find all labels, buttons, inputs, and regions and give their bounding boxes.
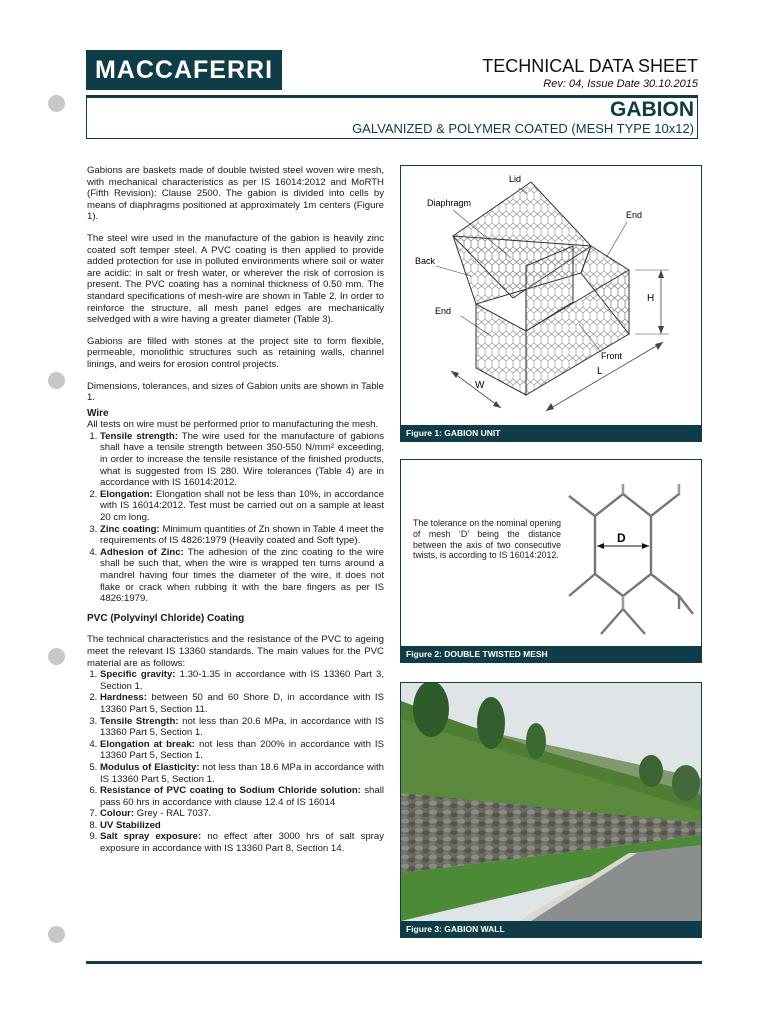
list-item: 3. Tensile Strength: not less than 20.6 MPa, in accordance with IS 13360 Part 5, Section 1. [100, 716, 384, 739]
binder-hole [48, 95, 65, 112]
list-item: 4. Adhesion of Zinc: The adhesion of the zinc coating to the wire shall be such that, when the wire is wrapped ten turns around a mandrel having four times the diameter of the wire, it does not flake or crack when rubbing it with the bare fingers as per IS 4826:1979. [100, 547, 384, 605]
list-item: 2. Hardness: between 50 and 60 Shore D, in accordance with IS 13360 Part 5, Section 11. [100, 692, 384, 715]
list-item: 3. Zinc coating: Minimum quantities of Zn shown in Table 4 meet the requirements of IS 4826:1979 (Heavily coated and Soft type). [100, 524, 384, 547]
label-l: L [597, 366, 603, 377]
label-lid: Lid [509, 174, 522, 184]
figure-gabion-wall [400, 682, 702, 938]
intro-paragraph: Dimensions, tolerances, and sizes of Gabion units are shown in Table 1. [87, 380, 384, 404]
list-item: 1. Specific gravity: 1.30-1.35 in accordance with IS 13360 Part 3, Section 1. [100, 669, 384, 692]
label-end-left: End [435, 306, 452, 316]
mesh-tolerance-text: The tolerance on the nominal opening of mesh ‘D’ being the distance between the axis of two consecutive twists, is according to IS 16014:2012. [413, 518, 561, 561]
wire-intro: All tests on wire must be performed prior to manufacturing the mesh. [87, 419, 379, 431]
body-column [87, 165, 384, 855]
gabion-unit-diagram [401, 166, 701, 424]
binder-hole [48, 926, 65, 943]
product-subtitle: GALVANIZED & POLYMER COATED (MESH TYPE 10x12) [352, 121, 694, 136]
label-back: Back [415, 256, 436, 266]
list-item: 2. Elongation: Elongation shall not be less than 10%, in accordance with IS 16014:2012. Test must be carried out on a sample at least 20 cm long. [100, 489, 384, 524]
document-type: TECHNICAL DATA SHEET [482, 56, 698, 76]
intro-paragraph: Gabions are filled with stones at the project site to form flexible, permeable, monolithic structures such as retaining walls, channel linings, and weirs for erosion control projects. [87, 335, 384, 370]
binder-hole [48, 372, 65, 389]
list-item: 1. Tensile strength: The wire used for the manufacture of gabions shall have a tensile strength between 350-550 N/mm² exceeding, in order to increase the tensile resistance of the finished products, what is suggested from IS 280. Wire tolerances (Table 4) are in accordance with IS 16014:2012. [100, 431, 384, 489]
label-h: H [647, 293, 655, 304]
revision-date: Rev: 04, Issue Date 30.10.2015 [543, 78, 698, 90]
title-bar [86, 95, 698, 98]
product-title: GABION [610, 98, 694, 121]
list-item: 8. UV Stabilized [100, 820, 384, 832]
pvc-heading: PVC (Polyvinyl Chloride) Coating [87, 612, 245, 624]
binder-hole [48, 648, 65, 665]
list-item: 5. Modulus of Elasticity: not less than 18.6 MPa in accordance with IS 13360 Part 5, Section 1. [100, 762, 384, 785]
double-twisted-mesh-diagram [561, 464, 701, 644]
pvc-list [87, 669, 384, 855]
list-item: 6. Resistance of PVC coating to Sodium Chloride solution: shall pass 60 hrs in accordance with clause 12.4 of IS 16014 [100, 785, 384, 808]
intro-paragraph: The steel wire used in the manufacture of the gabion is heavily zinc coated soft temper steel. A PVC coating is then applied to provide added protection for use in polluted environments where soil or water are acidic: in salt or fresh water, or wherever the risk of corrosion is present. The PVC coating has a nominal thickness of 0.50 mm. The standard specifications of mesh-wire are shown in Table 2. In order to reinforce the structure, all mesh panel edges are mechanically selvedged with a wire having a greater diameter (Table 3). [87, 232, 384, 326]
label-end-right: End [626, 210, 643, 220]
maccaferri-logo: MACCAFERRI [86, 50, 282, 90]
intro-paragraph: Gabions are baskets made of double twisted steel woven wire mesh, with mechanical characteristics as per IS 16014:2012 and MoRTH (Fifth Revision): Clause 2500. The gabion is divided into cells by means of diaphragms positioned at approximately 1m centers (Figure 1). [87, 165, 384, 223]
figure-double-twisted-mesh [400, 459, 702, 663]
label-diaphragm: Diaphragm [427, 198, 472, 208]
wire-heading: Wire [87, 407, 109, 419]
figure-caption: Figure 1: GABION UNIT [401, 425, 701, 441]
gabion-wall-photo [401, 683, 701, 921]
figure-caption: Figure 3: GABION WALL [401, 921, 701, 937]
figure-gabion-unit [400, 165, 702, 442]
wire-list [87, 431, 384, 605]
label-d: D [617, 531, 626, 545]
label-front: Front [601, 351, 623, 361]
list-item: 7. Colour: Grey - RAL 7037. [100, 808, 384, 820]
list-item: 9. Salt spray exposure: no effect after 3000 hrs of salt spray exposure in accordance with IS 13360 Part 8, Section 14. [100, 831, 384, 854]
footer-rule [86, 961, 702, 964]
label-w: W [475, 380, 485, 391]
list-item: 4. Elongation at break: not less than 200% in accordance with IS 13360 Part 5, Section 1. [100, 739, 384, 762]
pvc-intro: The technical characteristics and the resistance of the PVC to ageing meet the relevant IS 13360 standards. The main values for the PVC material are as follows: [87, 634, 384, 669]
figure-caption: Figure 2: DOUBLE TWISTED MESH [401, 646, 701, 662]
